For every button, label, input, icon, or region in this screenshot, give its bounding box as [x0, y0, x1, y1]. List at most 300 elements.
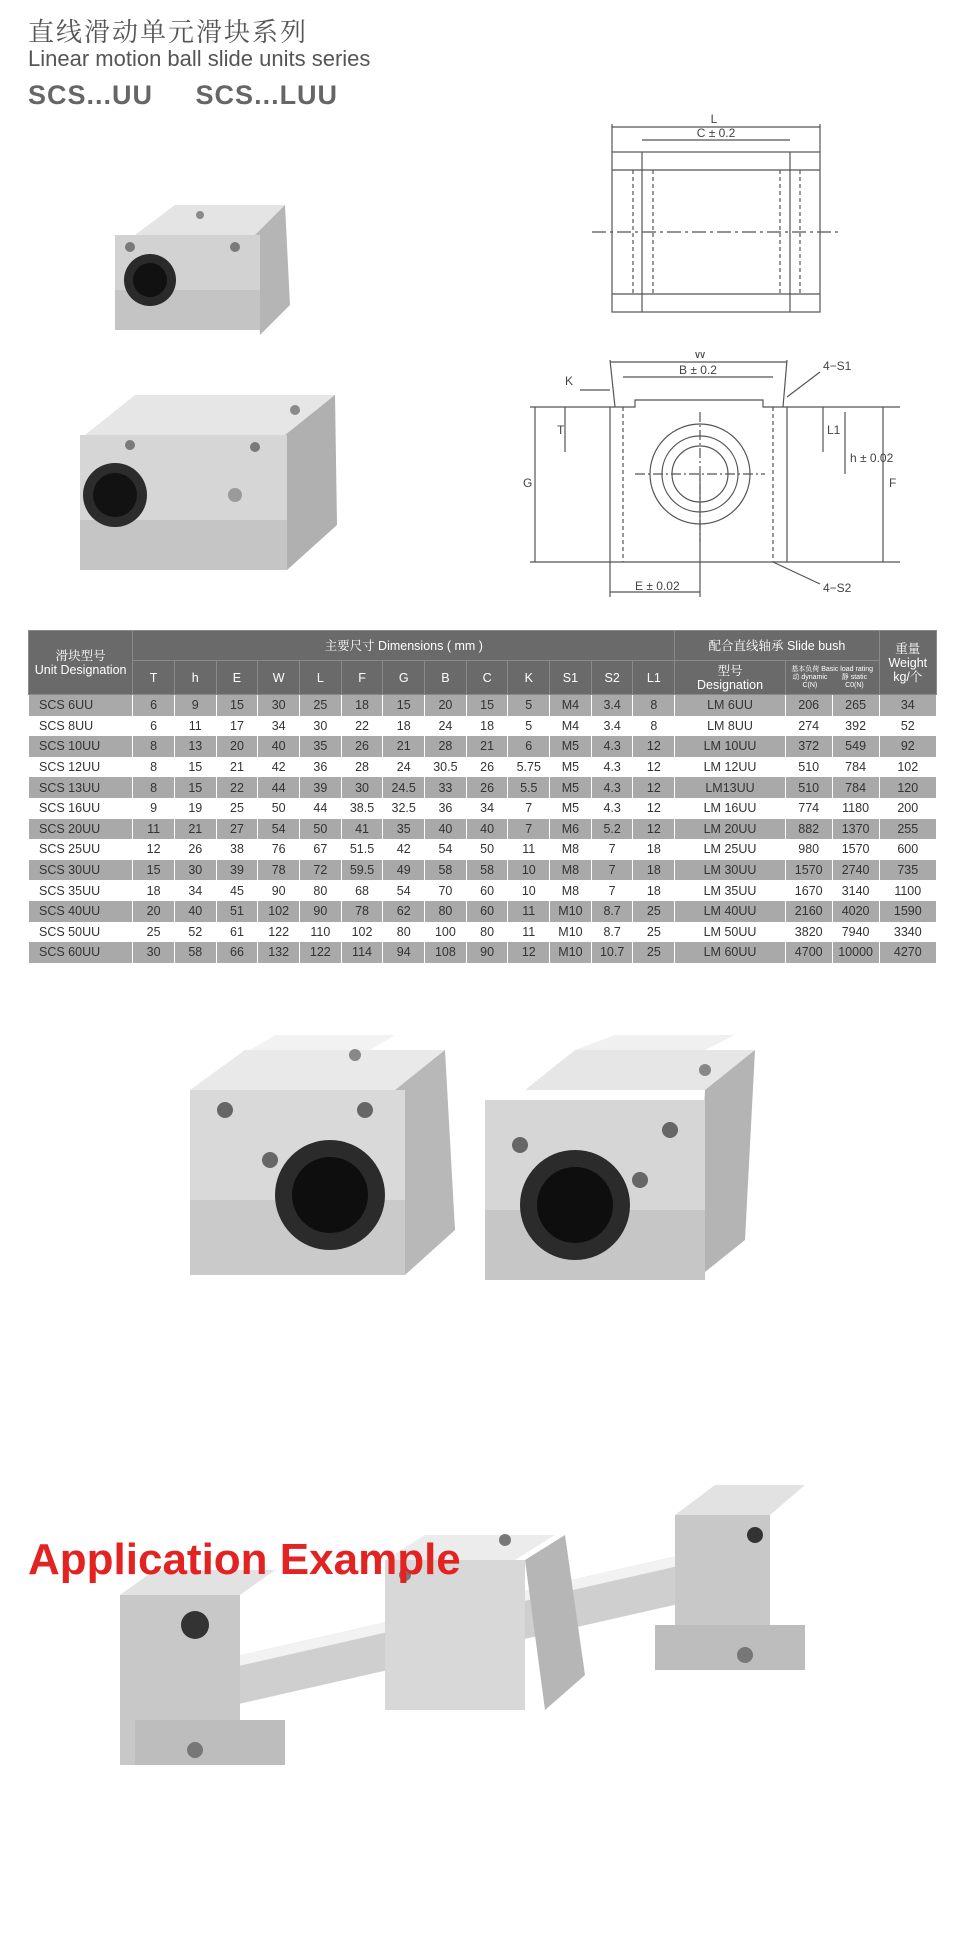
- table-cell: 12: [633, 736, 675, 757]
- table-cell: 549: [832, 736, 879, 757]
- table-cell: 122: [258, 922, 300, 943]
- table-cell: 1670: [785, 880, 832, 901]
- table-cell: M5: [550, 757, 592, 778]
- header-dim-10: S1: [550, 661, 592, 695]
- table-cell: 18: [633, 880, 675, 901]
- unit-designation-cell: SCS 6UU: [29, 695, 133, 716]
- table-cell: 90: [466, 942, 508, 963]
- table-cell: 39: [216, 860, 258, 881]
- table-cell: 15: [174, 777, 216, 798]
- table-cell: 7940: [832, 922, 879, 943]
- table-cell: 372: [785, 736, 832, 757]
- unit-designation-cell: SCS 40UU: [29, 901, 133, 922]
- table-cell: 4.3: [591, 798, 633, 819]
- table-cell: 40: [466, 819, 508, 840]
- table-cell: 1570: [832, 839, 879, 860]
- table-cell: 9: [174, 695, 216, 716]
- label-l1: L1: [827, 423, 841, 437]
- table-cell: 94: [383, 942, 425, 963]
- table-cell: 980: [785, 839, 832, 860]
- table-cell: 52: [879, 716, 936, 737]
- table-cell: 265: [832, 695, 879, 716]
- table-cell: 120: [879, 777, 936, 798]
- label-f: F: [889, 476, 897, 490]
- header-bush-designation-en: Designation: [697, 677, 764, 692]
- header-dimensions: 主要尺寸 Dimensions ( mm ): [133, 631, 675, 661]
- table-row: [29, 798, 937, 819]
- table-cell: 4270: [879, 942, 936, 963]
- application-example-label: Application Example: [28, 1535, 461, 1584]
- table-cell: 34: [258, 716, 300, 737]
- table-cell: 34: [174, 880, 216, 901]
- bush-designation-cell: LM 10UU: [675, 736, 785, 757]
- table-cell: 7: [508, 819, 550, 840]
- table-cell: 80: [383, 922, 425, 943]
- table-cell: 10000: [832, 942, 879, 963]
- table-cell: 5.5: [508, 777, 550, 798]
- table-cell: 54: [383, 880, 425, 901]
- table-cell: 2160: [785, 901, 832, 922]
- table-cell: 72: [299, 860, 341, 881]
- table-cell: 11: [174, 716, 216, 737]
- table-row: [29, 860, 937, 881]
- bush-designation-cell: LM 25UU: [675, 839, 785, 860]
- table-cell: 33: [425, 777, 467, 798]
- table-cell: 114: [341, 942, 383, 963]
- table-row: [29, 942, 937, 963]
- series-luu: SCS...LUU: [195, 80, 339, 110]
- table-cell: 7: [508, 798, 550, 819]
- table-cell: 735: [879, 860, 936, 881]
- spec-table: [28, 630, 937, 963]
- header-load-rating: [785, 661, 879, 695]
- table-cell: 60: [466, 880, 508, 901]
- table-cell: 20: [133, 901, 175, 922]
- unit-designation-cell: SCS 25UU: [29, 839, 133, 860]
- table-row: [29, 901, 937, 922]
- table-cell: 12: [633, 819, 675, 840]
- label-w: W: [694, 352, 706, 361]
- table-cell: 67: [299, 839, 341, 860]
- table-cell: 30: [341, 777, 383, 798]
- table-cell: 21: [466, 736, 508, 757]
- table-cell: 206: [785, 695, 832, 716]
- header-load-rating-title: 基本负荷 Basic load rating: [791, 665, 873, 673]
- table-cell: 41: [341, 819, 383, 840]
- table-cell: 1100: [879, 880, 936, 901]
- bush-designation-cell: LM 30UU: [675, 860, 785, 881]
- table-cell: 21: [174, 819, 216, 840]
- table-cell: 102: [879, 757, 936, 778]
- table-cell: 22: [216, 777, 258, 798]
- table-cell: M10: [550, 901, 592, 922]
- table-cell: 7: [591, 880, 633, 901]
- table-cell: M10: [550, 922, 592, 943]
- table-cell: 110: [299, 922, 341, 943]
- table-cell: 5: [508, 695, 550, 716]
- table-cell: 1370: [832, 819, 879, 840]
- table-cell: 26: [174, 839, 216, 860]
- table-cell: 54: [425, 839, 467, 860]
- table-cell: 76: [258, 839, 300, 860]
- label-l: L: [710, 112, 718, 126]
- table-row: [29, 777, 937, 798]
- unit-designation-cell: SCS 16UU: [29, 798, 133, 819]
- table-cell: 20: [216, 736, 258, 757]
- table-cell: 24.5: [383, 777, 425, 798]
- table-cell: 50: [299, 819, 341, 840]
- table-cell: 784: [832, 757, 879, 778]
- table-cell: 122: [299, 942, 341, 963]
- table-cell: 50: [466, 839, 508, 860]
- table-cell: 26: [341, 736, 383, 757]
- table-cell: 8.7: [591, 901, 633, 922]
- table-cell: 774: [785, 798, 832, 819]
- table-cell: 59.5: [341, 860, 383, 881]
- table-cell: 2740: [832, 860, 879, 881]
- table-cell: 100: [425, 922, 467, 943]
- table-cell: 18: [133, 880, 175, 901]
- header-dim-3: W: [258, 661, 300, 695]
- label-s1: 4−S1: [823, 359, 852, 373]
- table-cell: 30.5: [425, 757, 467, 778]
- header-dim-4: L: [299, 661, 341, 695]
- drawing-top-view: [520, 112, 850, 337]
- header-dim-2: E: [216, 661, 258, 695]
- label-h: h ± 0.02: [850, 451, 894, 465]
- table-cell: 15: [174, 757, 216, 778]
- table-cell: 12: [633, 757, 675, 778]
- table-cell: 27: [216, 819, 258, 840]
- series-uu: SCS...UU: [28, 80, 154, 110]
- table-cell: 600: [879, 839, 936, 860]
- table-cell: 3.4: [591, 716, 633, 737]
- table-cell: 8: [633, 716, 675, 737]
- label-t: T: [557, 423, 565, 437]
- table-cell: 11: [508, 922, 550, 943]
- table-cell: M8: [550, 839, 592, 860]
- table-cell: 12: [133, 839, 175, 860]
- table-cell: 44: [258, 777, 300, 798]
- header-weight-en: Weight kg/个: [888, 655, 928, 684]
- label-e: E ± 0.02: [635, 579, 680, 593]
- table-cell: 21: [383, 736, 425, 757]
- table-cell: 1180: [832, 798, 879, 819]
- table-cell: 11: [133, 819, 175, 840]
- table-cell: 108: [425, 942, 467, 963]
- table-row: [29, 880, 937, 901]
- unit-designation-cell: SCS 60UU: [29, 942, 133, 963]
- table-cell: 32.5: [383, 798, 425, 819]
- table-cell: 24: [425, 716, 467, 737]
- table-cell: 784: [832, 777, 879, 798]
- table-cell: 45: [216, 880, 258, 901]
- table-cell: 20: [425, 695, 467, 716]
- bush-designation-cell: LM13UU: [675, 777, 785, 798]
- label-k: K: [565, 374, 574, 388]
- table-cell: M4: [550, 695, 592, 716]
- unit-designation-cell: SCS 10UU: [29, 736, 133, 757]
- table-cell: 80: [425, 901, 467, 922]
- table-row: [29, 757, 937, 778]
- table-cell: 12: [508, 942, 550, 963]
- table-cell: 36: [299, 757, 341, 778]
- table-cell: 17: [216, 716, 258, 737]
- header-unit-cn: 滑块型号: [55, 648, 106, 663]
- table-cell: 58: [425, 860, 467, 881]
- table-cell: 70: [425, 880, 467, 901]
- header-dim-9: K: [508, 661, 550, 695]
- table-cell: 6: [508, 736, 550, 757]
- table-cell: 40: [425, 819, 467, 840]
- table-cell: 40: [258, 736, 300, 757]
- table-cell: 11: [508, 839, 550, 860]
- unit-designation-cell: SCS 12UU: [29, 757, 133, 778]
- table-cell: M5: [550, 777, 592, 798]
- header-bush-designation: [675, 661, 785, 695]
- bush-designation-cell: LM 8UU: [675, 716, 785, 737]
- table-cell: 51.5: [341, 839, 383, 860]
- label-g: G: [523, 476, 533, 490]
- table-row: [29, 839, 937, 860]
- application-photo: [115, 1475, 835, 1775]
- table-cell: 10: [508, 860, 550, 881]
- table-cell: 5.75: [508, 757, 550, 778]
- table-cell: 18: [633, 860, 675, 881]
- table-cell: 28: [341, 757, 383, 778]
- table-cell: 4700: [785, 942, 832, 963]
- unit-designation-cell: SCS 8UU: [29, 716, 133, 737]
- table-cell: 35: [383, 819, 425, 840]
- table-cell: 4020: [832, 901, 879, 922]
- table-cell: 274: [785, 716, 832, 737]
- table-cell: 52: [174, 922, 216, 943]
- bush-designation-cell: LM 60UU: [675, 942, 785, 963]
- table-cell: 392: [832, 716, 879, 737]
- table-cell: 60: [466, 901, 508, 922]
- title-english: Linear motion ball slide units series: [28, 46, 371, 71]
- table-cell: 22: [341, 716, 383, 737]
- series-names: [28, 80, 372, 111]
- table-cell: 35: [299, 736, 341, 757]
- product-photo-long: [75, 385, 345, 585]
- header-slide-bush: 配合直线轴承 Slide bush: [675, 631, 879, 661]
- table-cell: 25: [216, 798, 258, 819]
- table-cell: 3340: [879, 922, 936, 943]
- title-chinese: 直线滑动单元滑块系列: [28, 17, 309, 47]
- header-bush-designation-cn: 型号: [717, 663, 743, 678]
- table-cell: 30: [258, 695, 300, 716]
- header-weight: [879, 631, 936, 695]
- table-cell: 78: [258, 860, 300, 881]
- table-cell: 38.5: [341, 798, 383, 819]
- table-cell: 30: [174, 860, 216, 881]
- table-cell: 102: [341, 922, 383, 943]
- table-cell: 66: [216, 942, 258, 963]
- table-cell: 92: [879, 736, 936, 757]
- table-cell: 21: [216, 757, 258, 778]
- table-cell: 28: [425, 736, 467, 757]
- table-cell: 38: [216, 839, 258, 860]
- table-cell: 58: [174, 942, 216, 963]
- table-cell: 4.3: [591, 777, 633, 798]
- product-photo-short: [105, 195, 305, 345]
- table-cell: 132: [258, 942, 300, 963]
- header-weight-cn: 重量: [895, 641, 921, 656]
- table-cell: 102: [258, 901, 300, 922]
- table-cell: 11: [508, 901, 550, 922]
- table-cell: M5: [550, 798, 592, 819]
- table-row: [29, 819, 937, 840]
- table-cell: 8.7: [591, 922, 633, 943]
- unit-designation-cell: SCS 30UU: [29, 860, 133, 881]
- table-cell: 36: [425, 798, 467, 819]
- table-cell: 18: [341, 695, 383, 716]
- unit-designation-cell: SCS 35UU: [29, 880, 133, 901]
- table-cell: 5: [508, 716, 550, 737]
- table-cell: 8: [633, 695, 675, 716]
- bush-designation-cell: LM 40UU: [675, 901, 785, 922]
- table-cell: 25: [299, 695, 341, 716]
- table-cell: 13: [174, 736, 216, 757]
- table-cell: 200: [879, 798, 936, 819]
- table-cell: 44: [299, 798, 341, 819]
- table-cell: 882: [785, 819, 832, 840]
- table-cell: 8: [133, 736, 175, 757]
- table-cell: 10: [508, 880, 550, 901]
- table-cell: 8: [133, 777, 175, 798]
- table-cell: 25: [633, 942, 675, 963]
- table-cell: 49: [383, 860, 425, 881]
- table-cell: 61: [216, 922, 258, 943]
- table-cell: 34: [879, 695, 936, 716]
- unit-designation-cell: SCS 20UU: [29, 819, 133, 840]
- drawing-front-view: [505, 352, 945, 612]
- table-cell: 15: [133, 860, 175, 881]
- table-cell: M4: [550, 716, 592, 737]
- table-cell: M8: [550, 860, 592, 881]
- table-cell: 19: [174, 798, 216, 819]
- table-cell: M5: [550, 736, 592, 757]
- unit-designation-cell: SCS 13UU: [29, 777, 133, 798]
- table-cell: 4.3: [591, 757, 633, 778]
- table-cell: 42: [258, 757, 300, 778]
- header-load-dynamic: 动 dynamic C(N): [792, 673, 828, 689]
- table-cell: 25: [633, 922, 675, 943]
- table-cell: 18: [466, 716, 508, 737]
- table-cell: 90: [299, 901, 341, 922]
- product-photo-pair: [185, 1030, 755, 1310]
- table-row: [29, 716, 937, 737]
- table-cell: 30: [133, 942, 175, 963]
- header-unit-en: Unit Designation: [34, 662, 127, 677]
- table-cell: 26: [466, 757, 508, 778]
- label-c: C ± 0.2: [696, 126, 736, 140]
- table-cell: 78: [341, 901, 383, 922]
- table-cell: 12: [633, 798, 675, 819]
- table-cell: 255: [879, 819, 936, 840]
- bush-designation-cell: LM 6UU: [675, 695, 785, 716]
- table-cell: 6: [133, 716, 175, 737]
- table-cell: 18: [383, 716, 425, 737]
- table-row: [29, 695, 937, 716]
- header-dim-1: h: [174, 661, 216, 695]
- table-cell: 510: [785, 757, 832, 778]
- table-cell: 34: [466, 798, 508, 819]
- table-cell: 40: [174, 901, 216, 922]
- table-cell: 7: [591, 860, 633, 881]
- header-dim-6: G: [383, 661, 425, 695]
- table-cell: 24: [383, 757, 425, 778]
- table-cell: 3140: [832, 880, 879, 901]
- table-cell: 42: [383, 839, 425, 860]
- table-cell: 62: [383, 901, 425, 922]
- header-unit: [29, 631, 133, 695]
- bush-designation-cell: LM 35UU: [675, 880, 785, 901]
- table-cell: 80: [299, 880, 341, 901]
- table-cell: 50: [258, 798, 300, 819]
- bush-designation-cell: LM 20UU: [675, 819, 785, 840]
- table-row: [29, 736, 937, 757]
- table-cell: 15: [383, 695, 425, 716]
- header-dim-7: B: [425, 661, 467, 695]
- table-cell: 1590: [879, 901, 936, 922]
- table-cell: 25: [133, 922, 175, 943]
- header-dim-0: T: [133, 661, 175, 695]
- header-dim-12: L1: [633, 661, 675, 695]
- table-cell: 5.2: [591, 819, 633, 840]
- bush-designation-cell: LM 50UU: [675, 922, 785, 943]
- table-cell: 26: [466, 777, 508, 798]
- table-cell: 58: [466, 860, 508, 881]
- table-cell: 15: [466, 695, 508, 716]
- header-load-static: 静 static C0(N): [841, 673, 868, 689]
- table-cell: 80: [466, 922, 508, 943]
- table-cell: 15: [216, 695, 258, 716]
- table-cell: 30: [299, 716, 341, 737]
- table-cell: 18: [633, 839, 675, 860]
- header-dim-11: S2: [591, 661, 633, 695]
- table-cell: 3820: [785, 922, 832, 943]
- unit-designation-cell: SCS 50UU: [29, 922, 133, 943]
- header-dim-8: C: [466, 661, 508, 695]
- table-cell: 51: [216, 901, 258, 922]
- label-s2: 4−S2: [823, 581, 852, 595]
- table-cell: 9: [133, 798, 175, 819]
- table-cell: 12: [633, 777, 675, 798]
- header-dim-5: F: [341, 661, 383, 695]
- table-cell: 39: [299, 777, 341, 798]
- label-b: B ± 0.2: [679, 363, 717, 377]
- table-cell: 25: [633, 901, 675, 922]
- table-cell: M6: [550, 819, 592, 840]
- table-cell: M8: [550, 880, 592, 901]
- table-cell: 10.7: [591, 942, 633, 963]
- bush-designation-cell: LM 16UU: [675, 798, 785, 819]
- table-cell: 8: [133, 757, 175, 778]
- table-cell: 3.4: [591, 695, 633, 716]
- table-cell: M10: [550, 942, 592, 963]
- table-cell: 54: [258, 819, 300, 840]
- table-cell: 6: [133, 695, 175, 716]
- bush-designation-cell: LM 12UU: [675, 757, 785, 778]
- table-cell: 510: [785, 777, 832, 798]
- table-cell: 68: [341, 880, 383, 901]
- table-row: [29, 922, 937, 943]
- table-cell: 90: [258, 880, 300, 901]
- table-cell: 1570: [785, 860, 832, 881]
- table-cell: 7: [591, 839, 633, 860]
